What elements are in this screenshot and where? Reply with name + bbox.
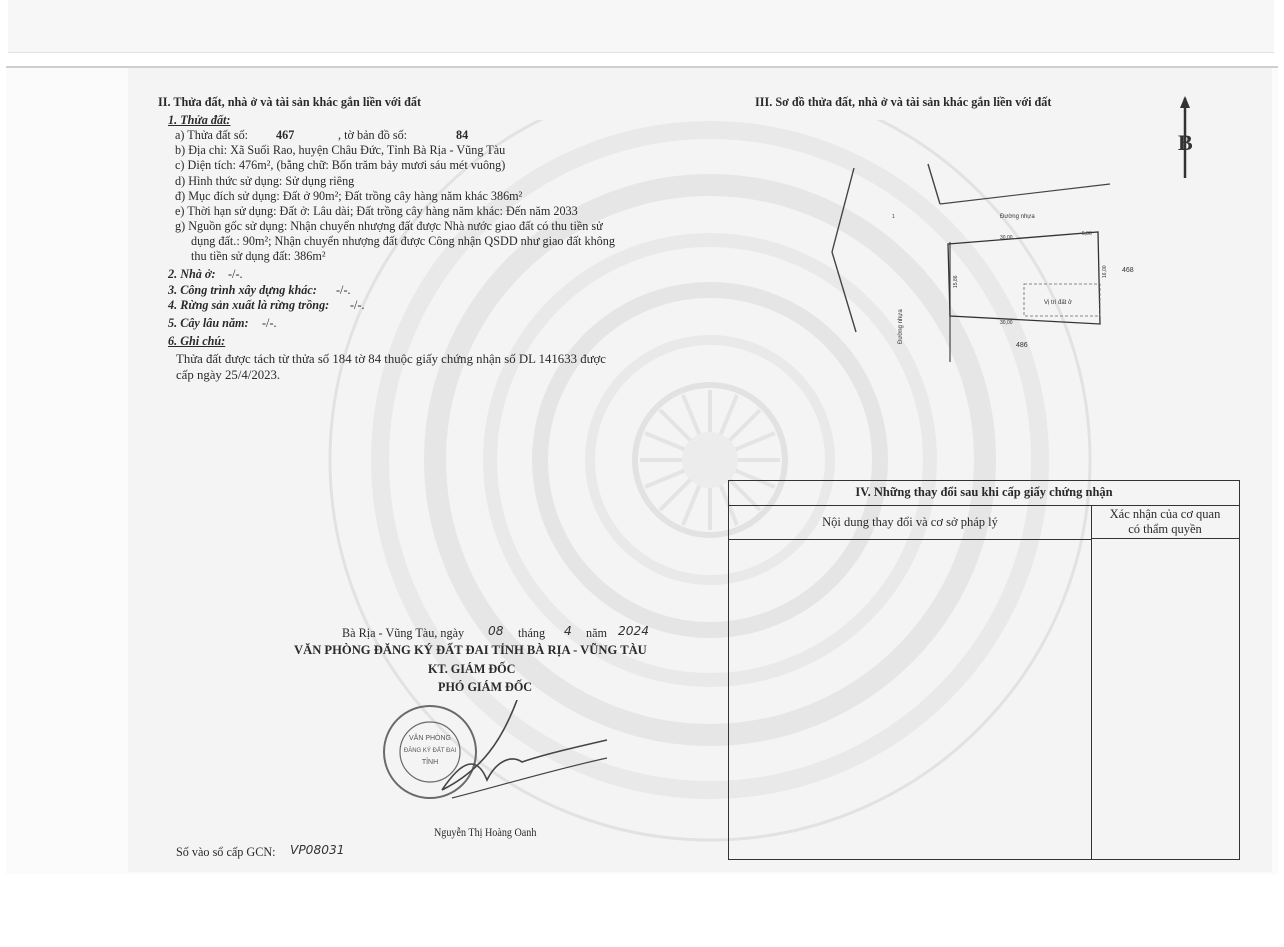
section4-title: IV. Những thay đổi sau khi cấp giấy chứng nhận xyxy=(729,481,1239,506)
parcel-sketch xyxy=(820,92,1220,372)
dim-top: 30,00 xyxy=(1000,235,1013,241)
date-month: 4 xyxy=(564,624,572,638)
registration-label: Số vào sổ cấp GCN: xyxy=(176,845,276,859)
date-day: 08 xyxy=(488,624,504,638)
house-value: -/-. xyxy=(228,267,243,281)
confirmation-header-line1: Xác nhận của cơ quan xyxy=(1109,507,1221,521)
dim-right: 16,00 xyxy=(1102,265,1108,278)
section2-title: II. Thửa đất, nhà ở và tài sản khác gắn liền với đất xyxy=(158,95,422,109)
road-top-label: Đường nhựa xyxy=(1000,214,1035,220)
confirmation-header-line2: có thẩm quyền xyxy=(1128,522,1202,536)
previous-page-edge xyxy=(8,0,1274,53)
perennial-heading: 5. Cây lâu năm: xyxy=(168,316,249,330)
neighbor-bottom: 486 xyxy=(1016,342,1028,349)
map-sheet-label: , tờ bản đồ số: xyxy=(338,128,408,142)
date-year: 2024 xyxy=(618,624,650,638)
parcel-number-label: a) Thửa đất số: xyxy=(175,128,249,142)
point-mark: 1 xyxy=(892,214,895,220)
signature-stroke xyxy=(442,700,607,790)
top-strip xyxy=(0,0,1284,60)
neighbor-right: 468 xyxy=(1122,267,1134,274)
date-month-label: tháng xyxy=(518,626,546,640)
table-divider xyxy=(1091,539,1092,859)
registration-number: VP08031 xyxy=(290,843,345,857)
seal-text-2: ĐĂNG KÝ ĐẤT ĐAI xyxy=(403,748,457,754)
dim-top-right: 5,06 xyxy=(1082,231,1092,237)
dim-bottom: 30,00 xyxy=(1000,320,1013,326)
house-heading: 2. Nhà ở: xyxy=(168,267,216,281)
signer-name: Nguyễn Thị Hoàng Oanh xyxy=(434,827,537,839)
parcel-heading: 1. Thửa đất: xyxy=(168,113,231,127)
changes-column-header: Nội dung thay đổi và cơ sở pháp lý xyxy=(729,505,1092,540)
perennial-value: -/-. xyxy=(262,316,277,330)
origin-line-2: dụng đất.: 90m²; Nhận chuyển nhượng đất được Công nhận QSDD như giao đất không xyxy=(191,234,615,248)
usage-purpose-line: đ) Mục đích sử dụng: Đất ở 90m²; Đất trồng cây hàng năm khác 386m² xyxy=(175,189,523,203)
seal-text-1: VĂN PHÒNG xyxy=(408,735,452,742)
notes-heading: 6. Ghi chú: xyxy=(168,334,226,348)
other-works-heading: 3. Công trình xây dựng khác: xyxy=(168,283,317,297)
confirmation-column-header xyxy=(1091,505,1239,539)
date-year-label: năm xyxy=(586,626,607,640)
parcel-outline xyxy=(948,232,1100,324)
seal-text-3: TỈNH xyxy=(421,759,439,766)
house-area-label: Vị trí đất ở xyxy=(1044,300,1072,306)
kt-director: KT. GIÁM ĐỐC xyxy=(428,662,516,676)
forest-heading: 4. Rừng sản xuất là rừng trồng: xyxy=(168,298,330,312)
origin-line-3: thu tiền sử dụng đất: 386m² xyxy=(191,249,326,263)
origin-line-1: g) Nguồn gốc sử dụng: Nhận chuyển nhượng đất được Nhà nước giao đất có thu tiền sử xyxy=(175,219,603,233)
parcel-number: 467 xyxy=(276,128,295,142)
usage-term-line: e) Thời hạn sử dụng: Đất ở: Lâu dài; Đất trồng cây hàng năm khác: Đến năm 2033 xyxy=(175,204,578,218)
official-seal xyxy=(382,700,612,810)
map-sheet-number: 84 xyxy=(456,128,469,142)
note-line-2: cấp ngày 25/4/2023. xyxy=(176,368,281,382)
date-line-prefix: Bà Rịa - Vũng Tàu, ngày xyxy=(342,626,465,640)
forest-value: -/-. xyxy=(350,298,365,312)
dim-left: 15,86 xyxy=(953,275,959,288)
section3-title: III. Sơ đồ thửa đất, nhà ở và tài sản khác gắn liền với đất xyxy=(755,95,1052,109)
usage-form-line: d) Hình thức sử dụng: Sử dụng riêng xyxy=(175,174,355,188)
note-line-1: Thửa đất được tách từ thửa số 184 tờ 84 thuộc giấy chứng nhận số DL 141633 được xyxy=(176,352,606,366)
area-line: c) Diện tích: 476m², (bằng chữ: Bốn trăm bảy mươi sáu mét vuông) xyxy=(175,158,506,172)
address-line: b) Địa chỉ: Xã Suối Rao, huyện Châu Đức, Tỉnh Bà Rịa - Vũng Tàu xyxy=(175,143,506,157)
other-works-value: -/-. xyxy=(336,283,351,297)
north-label: B xyxy=(1178,130,1193,155)
changes-table xyxy=(728,480,1240,860)
deputy-director: PHÓ GIÁM ĐỐC xyxy=(438,680,533,694)
road-left-label: Đường nhựa xyxy=(898,309,904,344)
issuing-office: VĂN PHÒNG ĐĂNG KÝ ĐẤT ĐAI TỈNH BÀ RỊA - VŨNG TÀU xyxy=(294,643,647,657)
